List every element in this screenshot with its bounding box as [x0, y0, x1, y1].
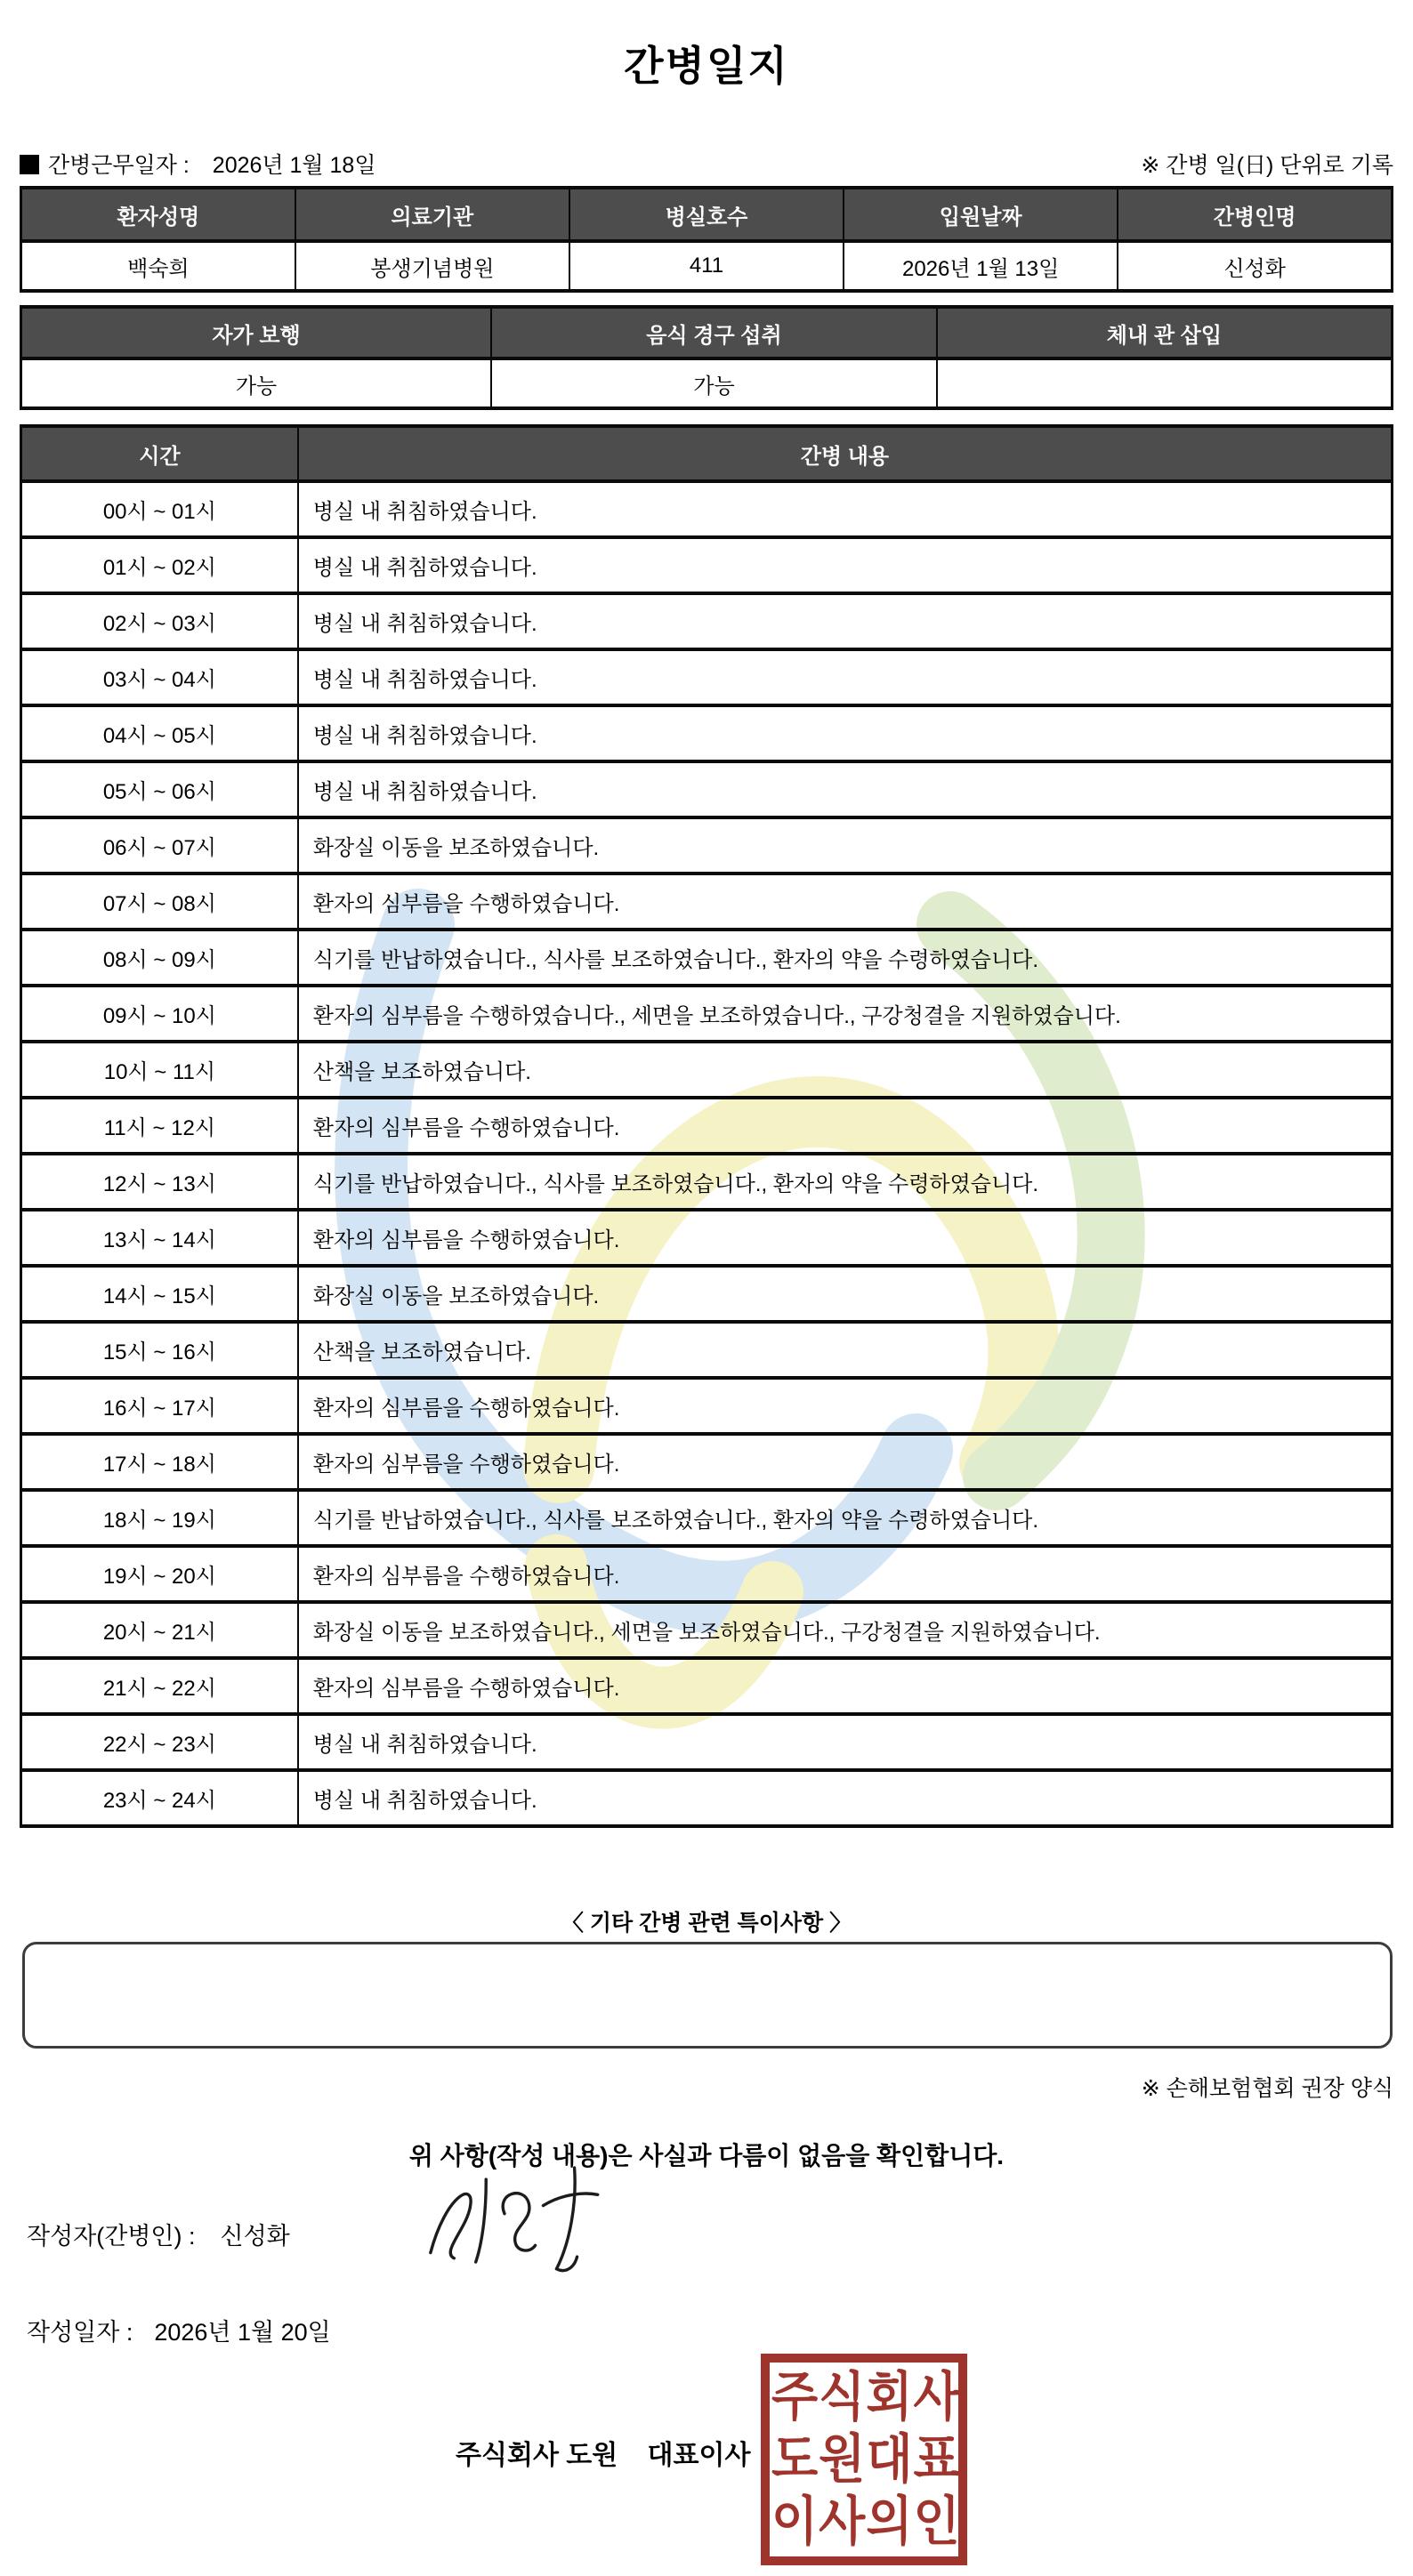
care-log-row: [21, 1210, 1393, 1266]
value-room-number: 411: [569, 241, 844, 291]
care-log-row: [21, 1266, 1393, 1322]
care-log-row: [21, 1154, 1393, 1210]
unit-note: ※ 간병 일(日) 단위로 기록: [1141, 153, 1393, 178]
care-log-row: [21, 481, 1393, 537]
care-row-time: 11시 ~ 12시: [21, 1098, 298, 1154]
value-admission-date: 2026년 1월 13일: [844, 241, 1118, 291]
care-row-content: 식기를 반납하였습니다., 식사를 보조하였습니다., 환자의 약을 수령하였습니다.: [298, 1490, 1393, 1546]
care-row-time: 19시 ~ 20시: [21, 1546, 298, 1602]
care-log-table: [20, 424, 1393, 1828]
header-oral-intake: 음식 경구 섭취: [491, 307, 937, 358]
care-row-time: 10시 ~ 11시: [21, 1042, 298, 1098]
special-notes-heading: 〈 기타 간병 관련 특이사항 〉: [561, 1911, 852, 1936]
care-log-row: [21, 1546, 1393, 1602]
patient-info-header-row: [21, 188, 1393, 241]
care-row-content: 환자의 심부름을 수행하였습니다.: [298, 1658, 1393, 1714]
care-row-time: 20시 ~ 21시: [21, 1602, 298, 1658]
care-row-time: 23시 ~ 24시: [21, 1770, 298, 1826]
care-row-time: 07시 ~ 08시: [21, 873, 298, 930]
confirmation-statement: 위 사항(작성 내용)은 사실과 다름이 없음을 확인합니다.: [408, 2142, 1005, 2169]
insurance-form-note: ※ 손해보험협회 권장 양식: [1141, 2076, 1393, 2101]
header-care-content: 간병 내용: [298, 426, 1393, 481]
care-row-content: 환자의 심부름을 수행하였습니다.: [298, 1098, 1393, 1154]
black-square-bullet-icon: [20, 155, 39, 174]
handwritten-signature: [411, 2160, 616, 2293]
care-log-row: [21, 1490, 1393, 1546]
care-row-content: 화장실 이동을 보조하였습니다.: [298, 817, 1393, 873]
care-log-row: [21, 1322, 1393, 1378]
care-table-body: [21, 481, 1393, 1826]
care-work-date-label: 간병근무일자 :: [48, 153, 190, 178]
care-row-time: 18시 ~ 19시: [21, 1490, 298, 1546]
seal-row-2: 도원대표: [771, 2430, 961, 2489]
care-row-content: 식기를 반납하였습니다., 식사를 보조하였습니다., 환자의 약을 수령하였습니다.: [298, 930, 1393, 986]
patient-condition-table: [20, 305, 1393, 410]
header-time: 시간: [21, 426, 298, 481]
value-self-walking: 가능: [21, 358, 492, 408]
header-room-number: 병실호수: [569, 188, 844, 241]
care-row-content: 산책을 보조하였습니다.: [298, 1042, 1393, 1098]
care-row-time: 09시 ~ 10시: [21, 986, 298, 1042]
care-log-row: [21, 1770, 1393, 1826]
care-row-time: 04시 ~ 05시: [21, 705, 298, 761]
care-row-content: 화장실 이동을 보조하였습니다., 세면을 보조하였습니다., 구강청결을 지원하였습니다.: [298, 1602, 1393, 1658]
care-row-content: 산책을 보조하였습니다.: [298, 1322, 1393, 1378]
care-row-time: 03시 ~ 04시: [21, 649, 298, 705]
condition-header-row: [21, 307, 1393, 358]
header-medical-institution: 의료기관: [295, 188, 569, 241]
special-notes-box: [22, 1942, 1393, 2049]
care-work-date: [20, 148, 375, 180]
care-row-time: 05시 ~ 06시: [21, 761, 298, 817]
care-log-header-row: [21, 426, 1393, 481]
value-internal-tube: [937, 358, 1393, 408]
care-row-time: 01시 ~ 02시: [21, 537, 298, 593]
written-date-line: [27, 2313, 331, 2347]
care-row-time: 17시 ~ 18시: [21, 1434, 298, 1490]
care-log-row: [21, 1658, 1393, 1714]
care-row-time: 16시 ~ 17시: [21, 1378, 298, 1434]
care-log-row: [21, 986, 1393, 1042]
value-caregiver-name: 신성화: [1118, 241, 1392, 291]
header-admission-date: 입원날짜: [844, 188, 1118, 241]
written-date-value: 2026년 1월 20일: [154, 2319, 331, 2346]
care-log-row: [21, 593, 1393, 649]
care-row-content: 병실 내 취침하였습니다.: [298, 593, 1393, 649]
care-row-content: 병실 내 취침하였습니다.: [298, 649, 1393, 705]
header-caregiver-name: 간병인명: [1118, 188, 1392, 241]
care-row-content: 병실 내 취침하였습니다.: [298, 481, 1393, 537]
header-patient-name: 환자성명: [21, 188, 295, 241]
care-row-time: 08시 ~ 09시: [21, 930, 298, 986]
care-log-row: [21, 705, 1393, 761]
care-row-time: 14시 ~ 15시: [21, 1266, 298, 1322]
care-log-row: [21, 1602, 1393, 1658]
care-log-row: [21, 1434, 1393, 1490]
care-row-content: 병실 내 취침하였습니다.: [298, 1770, 1393, 1826]
care-row-content: 환자의 심부름을 수행하였습니다.: [298, 1434, 1393, 1490]
care-log-row: [21, 761, 1393, 817]
meta-row: [20, 148, 1393, 180]
care-row-content: 식기를 반납하였습니다., 식사를 보조하였습니다., 환자의 약을 수령하였습니다.: [298, 1154, 1393, 1210]
care-row-time: 12시 ~ 13시: [21, 1154, 298, 1210]
written-date-label: 작성일자 :: [27, 2319, 133, 2346]
care-row-time: 15시 ~ 16시: [21, 1322, 298, 1378]
company-representative-line: 주식회사 도원 대표이사: [456, 2441, 751, 2470]
care-log-row: [21, 537, 1393, 593]
care-row-time: 21시 ~ 22시: [21, 1658, 298, 1714]
care-row-content: 화장실 이동을 보조하였습니다.: [298, 1266, 1393, 1322]
care-row-content: 병실 내 취침하였습니다.: [298, 761, 1393, 817]
writer-name: 신성화: [220, 2223, 290, 2250]
care-log-row: [21, 873, 1393, 930]
care-row-time: 06시 ~ 07시: [21, 817, 298, 873]
care-log-row: [21, 1098, 1393, 1154]
condition-value-row: [21, 358, 1393, 408]
care-row-content: 환자의 심부름을 수행하였습니다.: [298, 873, 1393, 930]
corporate-seal-stamp: [761, 2354, 967, 2565]
care-row-content: 환자의 심부름을 수행하였습니다., 세면을 보조하였습니다., 구강청결을 지원하였습니다.: [298, 986, 1393, 1042]
writer-label: 작성자(간병인) :: [27, 2223, 196, 2250]
care-log-row: [21, 649, 1393, 705]
seal-row-3: 이사의인: [771, 2492, 961, 2551]
value-oral-intake: 가능: [491, 358, 937, 408]
care-row-time: 13시 ~ 14시: [21, 1210, 298, 1266]
care-row-content: 환자의 심부름을 수행하였습니다.: [298, 1378, 1393, 1434]
care-work-date-value: 2026년 1월 18일: [212, 153, 376, 178]
header-internal-tube: 체내 관 삽입: [937, 307, 1393, 358]
patient-info-table: [20, 186, 1393, 293]
seal-row-1: 주식회사: [771, 2368, 961, 2427]
value-patient-name: 백숙희: [21, 241, 295, 291]
care-row-content: 환자의 심부름을 수행하였습니다.: [298, 1210, 1393, 1266]
patient-info-value-row: [21, 241, 1393, 291]
value-medical-institution: 봉생기념병원: [295, 241, 569, 291]
page-title: 간병일지: [624, 43, 789, 89]
care-row-time: 22시 ~ 23시: [21, 1714, 298, 1770]
care-row-content: 병실 내 취침하였습니다.: [298, 537, 1393, 593]
care-row-time: 02시 ~ 03시: [21, 593, 298, 649]
header-self-walking: 자가 보행: [21, 307, 492, 358]
care-log-row: [21, 1378, 1393, 1434]
care-log-row: [21, 930, 1393, 986]
care-log-row: [21, 1714, 1393, 1770]
care-log-row: [21, 1042, 1393, 1098]
care-row-content: 환자의 심부름을 수행하였습니다.: [298, 1546, 1393, 1602]
writer-line: [27, 2217, 290, 2251]
care-log-row: [21, 817, 1393, 873]
care-row-content: 병실 내 취침하였습니다.: [298, 705, 1393, 761]
care-row-content: 병실 내 취침하였습니다.: [298, 1714, 1393, 1770]
care-row-time: 00시 ~ 01시: [21, 481, 298, 537]
